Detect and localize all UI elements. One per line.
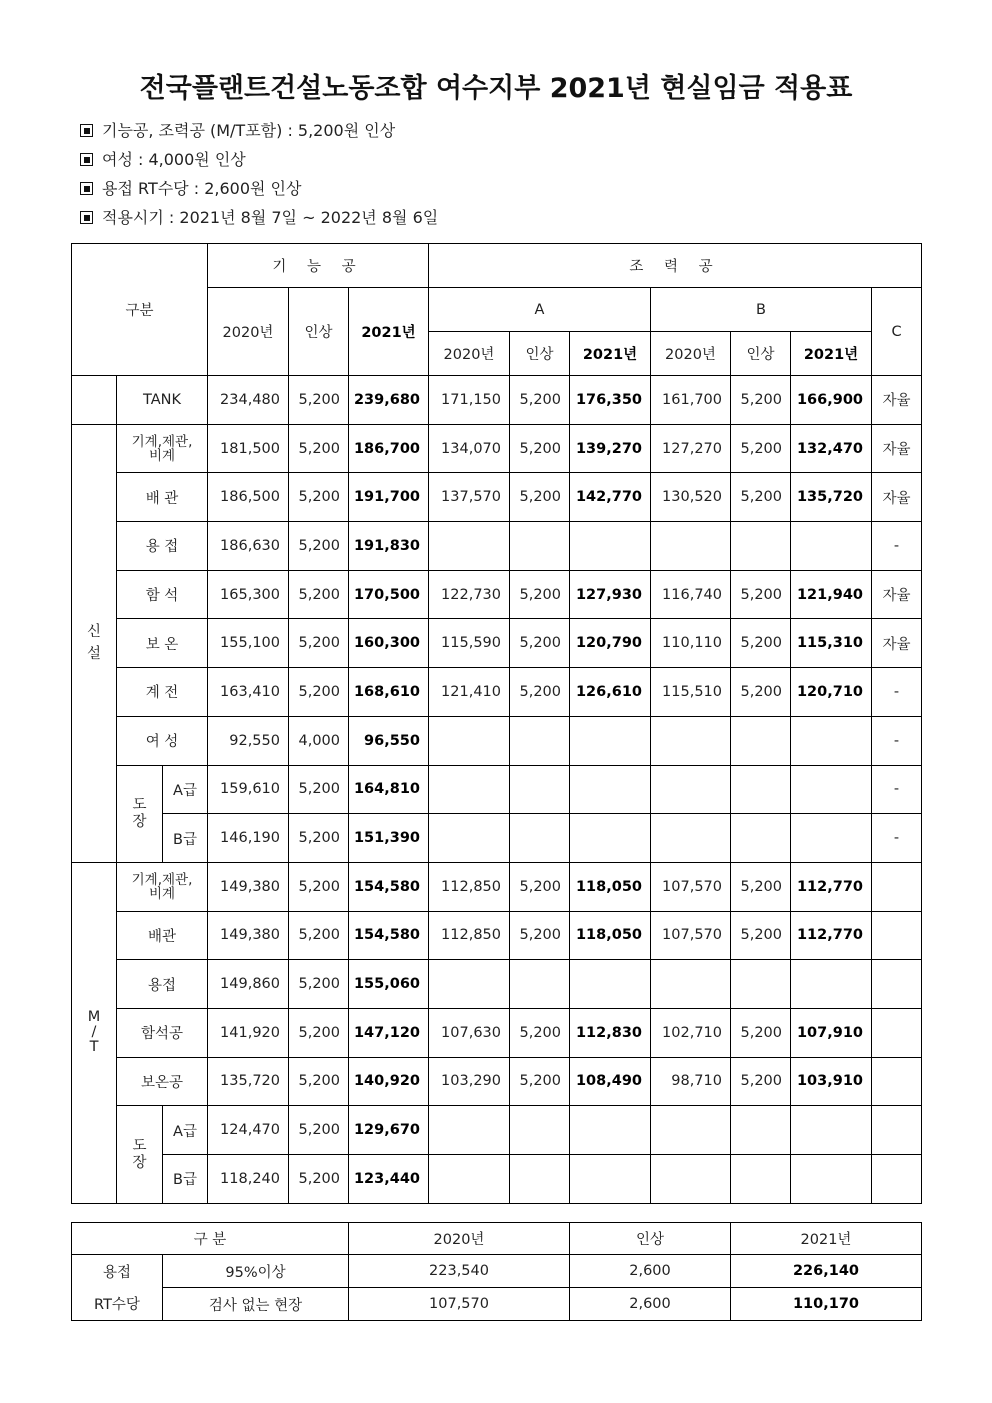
wage-cell: 171,150 — [429, 376, 510, 425]
wage-cell: 168,610 — [349, 668, 429, 717]
wage-cell: 155,100 — [208, 619, 289, 668]
row-label: A급 — [163, 1106, 208, 1155]
wage-cell: 5,200 — [289, 619, 349, 668]
wage-cell: 자율 — [872, 376, 922, 425]
wage-cell — [570, 716, 651, 765]
row-label: 배 관 — [117, 473, 208, 522]
wage-cell: 137,570 — [429, 473, 510, 522]
wage-cell: 139,270 — [570, 424, 651, 473]
wage-cell: 112,770 — [791, 862, 872, 911]
wage-cell: 5,200 — [510, 668, 570, 717]
table-row — [72, 765, 922, 814]
wage-cell: 135,720 — [791, 473, 872, 522]
wage-cell — [791, 522, 872, 571]
header-b-raise: 인상 — [731, 332, 791, 376]
wage-cell: 5,200 — [289, 1106, 349, 1155]
wage-cell: 154,580 — [349, 911, 429, 960]
square-bullet-icon — [80, 124, 93, 137]
wage-cell — [731, 765, 791, 814]
wage-cell: 112,770 — [791, 911, 872, 960]
wage-cell: 134,070 — [429, 424, 510, 473]
wage-cell: 118,240 — [208, 1155, 289, 1204]
wage-cell — [429, 814, 510, 863]
table-row — [72, 1155, 922, 1204]
table-row — [72, 862, 922, 911]
wage-cell — [651, 522, 731, 571]
row-label: B급 — [163, 814, 208, 863]
table-row — [72, 1008, 922, 1057]
wage-cell — [791, 1106, 872, 1155]
wage-cell: 149,380 — [208, 911, 289, 960]
wage-cell: 107,910 — [791, 1008, 872, 1057]
wage-cell — [651, 1106, 731, 1155]
table-row — [72, 668, 922, 717]
wage-cell — [872, 1106, 922, 1155]
wage-cell: 5,200 — [510, 862, 570, 911]
wage-cell: 112,850 — [429, 911, 510, 960]
wage-cell: 170,500 — [349, 570, 429, 619]
row-label: B급 — [163, 1155, 208, 1204]
wage-cell — [570, 1106, 651, 1155]
wage-cell: 151,390 — [349, 814, 429, 863]
wage-cell: 181,500 — [208, 424, 289, 473]
wage-cell: 121,940 — [791, 570, 872, 619]
wage-cell: 5,200 — [289, 668, 349, 717]
wage-cell: - — [872, 814, 922, 863]
wage-cell: 5,200 — [731, 473, 791, 522]
wage-cell — [510, 1106, 570, 1155]
wage-cell: 5,200 — [731, 1008, 791, 1057]
wage-cell: 5,200 — [510, 619, 570, 668]
row-label: 기계,제관, 비계 — [117, 424, 208, 473]
header-skilled-raise: 인상 — [289, 288, 349, 376]
table-row — [72, 570, 922, 619]
table-row — [72, 716, 922, 765]
wage-cell: 123,440 — [349, 1155, 429, 1204]
table-row — [72, 376, 922, 425]
wage-cell: 165,300 — [208, 570, 289, 619]
wage-cell — [731, 522, 791, 571]
wage-cell: 129,670 — [349, 1106, 429, 1155]
wage-cell: 154,580 — [349, 862, 429, 911]
wage-cell: 146,190 — [208, 814, 289, 863]
wage-cell: 124,470 — [208, 1106, 289, 1155]
wage-cell: 127,270 — [651, 424, 731, 473]
header-b-2020: 2020년 — [651, 332, 731, 376]
wage-cell: - — [872, 522, 922, 571]
wage-cell: 234,480 — [208, 376, 289, 425]
wage-cell — [429, 1155, 510, 1204]
note-item — [80, 116, 438, 145]
page-title: 전국플랜트건설노동조합 여수지부 2021년 현실임금 적용표 — [139, 73, 853, 104]
wage-cell: 5,200 — [289, 1155, 349, 1204]
wage-cell: 176,350 — [570, 376, 651, 425]
wage-cell: 239,680 — [349, 376, 429, 425]
wage-cell — [510, 814, 570, 863]
painting-group-label: 도 장 — [117, 765, 163, 862]
row-label: 용 접 — [117, 522, 208, 571]
row-label: 기계,제관, 비계 — [117, 862, 208, 911]
table-row — [72, 911, 922, 960]
wage-cell — [651, 960, 731, 1009]
wage-cell: 5,200 — [731, 376, 791, 425]
wage-cell — [510, 522, 570, 571]
wage-cell — [731, 1155, 791, 1204]
wage-cell — [510, 716, 570, 765]
wage-cell — [791, 960, 872, 1009]
wage-cell: 191,830 — [349, 522, 429, 571]
wage-cell: 107,630 — [429, 1008, 510, 1057]
note-item — [80, 145, 438, 174]
row-label: A급 — [163, 765, 208, 814]
rt-row-label: 검사 없는 현장 — [163, 1288, 349, 1321]
rt-cell-2020: 107,570 — [349, 1288, 570, 1321]
note-text: 여성 : 4,000원 인상 — [102, 150, 246, 169]
wage-cell: 5,200 — [289, 814, 349, 863]
wage-cell: 186,500 — [208, 473, 289, 522]
header-a-raise: 인상 — [510, 332, 570, 376]
rt-cell-2021: 110,170 — [731, 1288, 922, 1321]
wage-cell: 141,920 — [208, 1008, 289, 1057]
square-bullet-icon — [80, 153, 93, 166]
wage-cell: 108,490 — [570, 1057, 651, 1106]
wage-cell: 5,200 — [510, 570, 570, 619]
rt-row-label: 95%이상 — [163, 1255, 349, 1288]
wage-cell: 5,200 — [289, 473, 349, 522]
wage-cell — [791, 716, 872, 765]
header-skilled: 기 능 공 — [208, 244, 429, 288]
wage-cell: 130,520 — [651, 473, 731, 522]
wage-cell: 115,310 — [791, 619, 872, 668]
row-label: 배관 — [117, 911, 208, 960]
header-category: 구분 — [72, 244, 208, 376]
table-row — [72, 1057, 922, 1106]
wage-cell: 159,610 — [208, 765, 289, 814]
wage-cell: 135,720 — [208, 1057, 289, 1106]
wage-cell: 149,860 — [208, 960, 289, 1009]
wage-cell: 120,790 — [570, 619, 651, 668]
wage-cell: 118,050 — [570, 911, 651, 960]
wage-cell: 5,200 — [289, 1008, 349, 1057]
wage-cell: 191,700 — [349, 473, 429, 522]
wage-cell: 112,830 — [570, 1008, 651, 1057]
section-mt: M / T — [72, 862, 117, 1203]
wage-cell — [651, 814, 731, 863]
rt-header-category: 구 분 — [72, 1223, 349, 1255]
square-bullet-icon — [80, 182, 93, 195]
wage-cell: 163,410 — [208, 668, 289, 717]
wage-cell — [510, 765, 570, 814]
wage-cell: 5,200 — [510, 473, 570, 522]
wage-cell: 5,200 — [731, 619, 791, 668]
header-group-b: B — [651, 288, 872, 332]
wage-cell: 127,930 — [570, 570, 651, 619]
wage-cell: 102,710 — [651, 1008, 731, 1057]
wage-cell: 120,710 — [791, 668, 872, 717]
wage-cell: 115,590 — [429, 619, 510, 668]
row-label: 여 성 — [117, 716, 208, 765]
wage-cell — [570, 765, 651, 814]
rt-cell-2020: 223,540 — [349, 1255, 570, 1288]
wage-cell: - — [872, 716, 922, 765]
wage-cell — [570, 1155, 651, 1204]
wage-cell: 110,110 — [651, 619, 731, 668]
note-item — [80, 203, 438, 232]
wage-cell: 140,920 — [349, 1057, 429, 1106]
wage-cell: 142,770 — [570, 473, 651, 522]
wage-cell: 186,630 — [208, 522, 289, 571]
wage-cell — [510, 960, 570, 1009]
wage-cell — [791, 1155, 872, 1204]
wage-cell — [872, 1155, 922, 1204]
wage-cell: 4,000 — [289, 716, 349, 765]
wage-cell — [651, 716, 731, 765]
wage-cell: 5,200 — [289, 376, 349, 425]
wage-cell — [570, 814, 651, 863]
note-text: 기능공, 조력공 (M/T포함) : 5,200원 인상 — [102, 121, 396, 140]
table-row — [72, 1106, 922, 1155]
wage-cell — [651, 1155, 731, 1204]
wage-cell: 5,200 — [510, 376, 570, 425]
wage-cell — [429, 1106, 510, 1155]
section-blank — [72, 376, 117, 425]
wage-cell: 164,810 — [349, 765, 429, 814]
wage-cell: 122,730 — [429, 570, 510, 619]
wage-cell — [429, 960, 510, 1009]
wage-cell: 155,060 — [349, 960, 429, 1009]
table-row — [72, 424, 922, 473]
wage-cell: - — [872, 765, 922, 814]
wage-cell: 103,910 — [791, 1057, 872, 1106]
wage-cell: 115,510 — [651, 668, 731, 717]
rt-header-2020: 2020년 — [349, 1223, 570, 1255]
row-label: 계 전 — [117, 668, 208, 717]
wage-cell: 5,200 — [289, 911, 349, 960]
rt-header-raise: 인상 — [570, 1223, 731, 1255]
table-row — [72, 1255, 922, 1288]
wage-cell: 5,200 — [289, 960, 349, 1009]
row-label: 용접 — [117, 960, 208, 1009]
wage-cell: 5,200 — [289, 765, 349, 814]
wage-cell: 5,200 — [731, 1057, 791, 1106]
wage-cell: - — [872, 668, 922, 717]
wage-cell: 107,570 — [651, 862, 731, 911]
wage-cell: 92,550 — [208, 716, 289, 765]
table-row — [72, 473, 922, 522]
wage-cell — [429, 522, 510, 571]
wage-cell: 161,700 — [651, 376, 731, 425]
wage-cell — [731, 716, 791, 765]
wage-cell — [570, 960, 651, 1009]
section-new: 신 설 — [72, 424, 117, 862]
wage-cell — [872, 911, 922, 960]
wage-cell: 98,710 — [651, 1057, 731, 1106]
wage-cell: 5,200 — [731, 862, 791, 911]
wage-cell — [651, 765, 731, 814]
wage-cell: 5,200 — [731, 570, 791, 619]
wage-cell — [570, 522, 651, 571]
painting-group-label: 도 장 — [117, 1106, 163, 1203]
wage-cell: 118,050 — [570, 862, 651, 911]
wage-cell — [429, 716, 510, 765]
rt-cell-raise: 2,600 — [570, 1288, 731, 1321]
table-row — [72, 960, 922, 1009]
wage-cell: 5,200 — [510, 1057, 570, 1106]
wage-cell — [872, 1057, 922, 1106]
wage-table — [71, 243, 922, 1204]
wage-cell — [872, 1008, 922, 1057]
wage-cell: 96,550 — [349, 716, 429, 765]
rt-header-2021: 2021년 — [731, 1223, 922, 1255]
table-row — [72, 814, 922, 863]
header-group-c: C — [872, 288, 922, 376]
wage-cell: 5,200 — [510, 911, 570, 960]
wage-cell: 166,900 — [791, 376, 872, 425]
wage-cell — [510, 1155, 570, 1204]
header-a-2020: 2020년 — [429, 332, 510, 376]
wage-cell: 186,700 — [349, 424, 429, 473]
wage-cell: 5,200 — [731, 668, 791, 717]
wage-cell: 103,290 — [429, 1057, 510, 1106]
note-item — [80, 174, 438, 203]
wage-cell: 5,200 — [289, 570, 349, 619]
wage-cell — [731, 814, 791, 863]
wage-cell: 126,610 — [570, 668, 651, 717]
wage-cell: 147,120 — [349, 1008, 429, 1057]
wage-cell: 자율 — [872, 473, 922, 522]
notes-list — [80, 116, 438, 232]
wage-cell: 149,380 — [208, 862, 289, 911]
wage-cell: 5,200 — [289, 1057, 349, 1106]
header-group-a: A — [429, 288, 651, 332]
row-label: 함 석 — [117, 570, 208, 619]
wage-cell: 5,200 — [731, 424, 791, 473]
table-row — [72, 1288, 922, 1321]
wage-cell: 132,470 — [791, 424, 872, 473]
wage-cell — [429, 765, 510, 814]
wage-cell: 5,200 — [289, 424, 349, 473]
table-row — [72, 522, 922, 571]
wage-cell: 121,410 — [429, 668, 510, 717]
row-label: TANK — [117, 376, 208, 425]
rt-cell-2021: 226,140 — [731, 1255, 922, 1288]
rt-group-label-2: RT수당 — [72, 1288, 163, 1321]
header-skilled-2020: 2020년 — [208, 288, 289, 376]
note-text: 적용시기 : 2021년 8월 7일 ~ 2022년 8월 6일 — [102, 208, 439, 227]
row-label: 보온공 — [117, 1057, 208, 1106]
header-a-2021: 2021년 — [570, 332, 651, 376]
wage-cell: 5,200 — [289, 522, 349, 571]
wage-cell: 자율 — [872, 424, 922, 473]
wage-cell: 5,200 — [731, 911, 791, 960]
table-row — [72, 619, 922, 668]
wage-cell: 자율 — [872, 619, 922, 668]
wage-cell: 5,200 — [289, 862, 349, 911]
square-bullet-icon — [80, 211, 93, 224]
rt-allowance-table — [71, 1222, 922, 1321]
row-label: 함석공 — [117, 1008, 208, 1057]
wage-cell: 160,300 — [349, 619, 429, 668]
wage-cell: 112,850 — [429, 862, 510, 911]
wage-cell: 116,740 — [651, 570, 731, 619]
note-text: 용접 RT수당 : 2,600원 인상 — [102, 179, 302, 198]
wage-cell: 자율 — [872, 570, 922, 619]
wage-cell — [872, 960, 922, 1009]
wage-cell — [791, 765, 872, 814]
header-skilled-2021: 2021년 — [349, 288, 429, 376]
wage-cell: 5,200 — [510, 1008, 570, 1057]
rt-group-label-1: 용접 — [72, 1255, 163, 1288]
header-b-2021: 2021년 — [791, 332, 872, 376]
wage-cell: 5,200 — [510, 424, 570, 473]
wage-cell — [731, 1106, 791, 1155]
row-label: 보 온 — [117, 619, 208, 668]
wage-cell — [872, 862, 922, 911]
wage-cell — [791, 814, 872, 863]
wage-cell: 107,570 — [651, 911, 731, 960]
header-helper: 조 력 공 — [429, 244, 922, 288]
rt-cell-raise: 2,600 — [570, 1255, 731, 1288]
wage-cell — [731, 960, 791, 1009]
